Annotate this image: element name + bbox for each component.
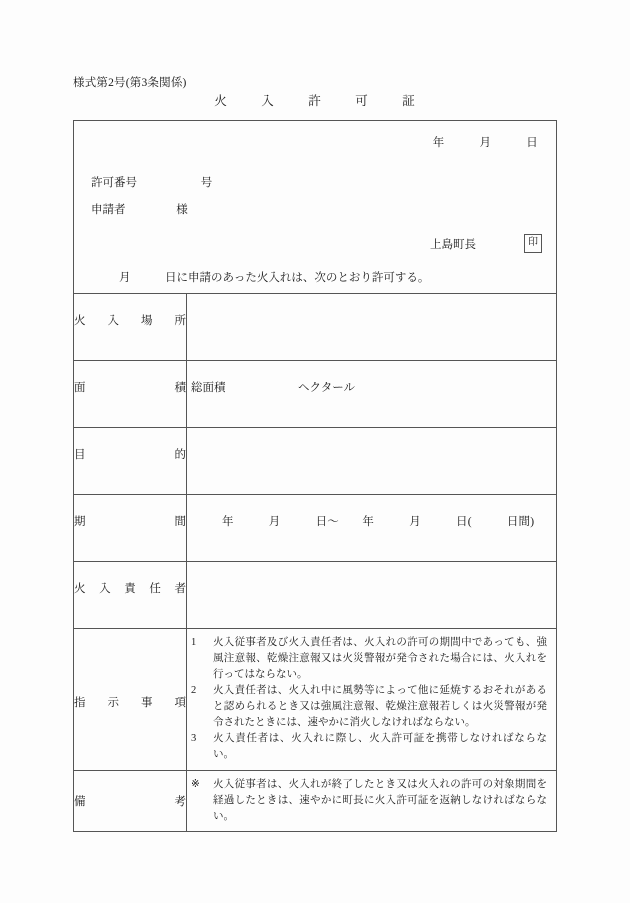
label-char: 火	[74, 583, 86, 595]
form-number: 様式第2号(第3条関係)	[73, 77, 187, 89]
page-title: 火 入 許 可 証	[214, 94, 426, 108]
row-value-period[interactable]	[187, 495, 557, 562]
label-char: 場	[141, 315, 153, 327]
item-text: 火入責任者は、火入れ中に風勢等によって他に延焼するおそれがあると認められるとき又は強風注意報、乾燥注意報若しくは火災警報が発令されたときには、速やかに消火しなければならない。	[213, 684, 547, 728]
remarks-list	[187, 771, 556, 832]
row-value-instructions	[187, 629, 557, 771]
table-row-period	[74, 495, 557, 562]
table-row-area	[74, 361, 557, 428]
label-char: 事	[141, 697, 153, 709]
applicant-line	[91, 201, 188, 217]
item-marker: ※	[191, 778, 200, 790]
item-text: 火入責任者は、火入れに際し、火入許可証を携帯しなければならない。	[213, 732, 547, 760]
row-label-purpose	[74, 428, 187, 495]
item-text: 火入従事者及び火入責任者は、火入れの許可の期間中であっても、強風注意報、乾燥注意報又は火災警報が発令された場合には、火入れを行ってはならない。	[213, 637, 547, 680]
table-row-place	[74, 294, 557, 361]
period-template-text: 年 月 日〜 年 月 日( 日間)	[222, 516, 535, 528]
label-char: 任	[149, 583, 161, 595]
label-char: 間	[174, 516, 186, 528]
row-label-manager	[74, 562, 187, 629]
row-label-place	[74, 294, 187, 361]
list-item	[191, 635, 547, 683]
label-char: 入	[107, 315, 119, 327]
header-cell	[74, 121, 557, 294]
row-label-instructions	[74, 629, 187, 771]
label-char: 示	[107, 697, 119, 709]
applicant-honorific: 様	[176, 204, 188, 216]
row-value-remarks	[187, 770, 557, 832]
item-marker: 3	[191, 732, 197, 744]
permission-statement: 月 日に申請のあった火入れは、次のとおり許可する。	[119, 272, 430, 284]
label-char: 責	[124, 583, 136, 595]
table-row-manager	[74, 562, 557, 629]
label-char: 所	[174, 315, 186, 327]
table-row-purpose	[74, 428, 557, 495]
row-label-remarks	[74, 770, 187, 832]
label-char: 備	[74, 795, 86, 808]
item-marker: 2	[191, 684, 197, 696]
permit-number-line	[91, 174, 212, 190]
issuer-line	[74, 234, 542, 253]
issuer-name: 上島町長	[430, 238, 476, 251]
list-item	[191, 683, 547, 731]
table-row-remarks	[74, 770, 557, 832]
area-total-label: 総面積	[191, 382, 226, 394]
list-item	[191, 777, 547, 825]
label-char: 積	[174, 382, 186, 394]
table-row-instructions	[74, 629, 557, 771]
row-value-place[interactable]	[187, 294, 557, 361]
permit-number-unit: 号	[200, 177, 213, 189]
row-label-period	[74, 495, 187, 562]
row-label-area	[74, 361, 187, 428]
label-char: 的	[174, 449, 186, 461]
area-unit-label: ヘクタール	[298, 382, 356, 394]
label-char: 火	[74, 315, 86, 327]
item-text: 火入従事者は、火入れが終了したとき又は火入れの許可の対象期間を経過したときは、速やかに町長に火入許可証を返納しなければならない。	[213, 778, 547, 822]
issue-date-line: 年 月 日	[432, 137, 538, 149]
label-char: 入	[99, 583, 111, 595]
list-item	[191, 731, 547, 763]
label-char: 面	[74, 382, 86, 394]
row-value-area[interactable]	[187, 361, 557, 428]
seal-stamp-box: 印	[524, 234, 542, 253]
label-char: 者	[174, 583, 186, 595]
item-marker: 1	[191, 637, 197, 648]
permit-form-table	[73, 120, 557, 832]
row-value-purpose[interactable]	[187, 428, 557, 495]
label-char: 項	[174, 697, 186, 709]
label-char: 指	[74, 697, 86, 709]
header-row	[74, 121, 557, 294]
permit-number-label: 許可番号	[91, 177, 137, 189]
label-char: 考	[174, 795, 186, 808]
label-char: 期	[74, 516, 86, 528]
instructions-list	[187, 629, 556, 770]
row-value-manager[interactable]	[187, 562, 557, 629]
label-char: 目	[74, 449, 86, 461]
applicant-label: 申請者	[91, 204, 126, 216]
